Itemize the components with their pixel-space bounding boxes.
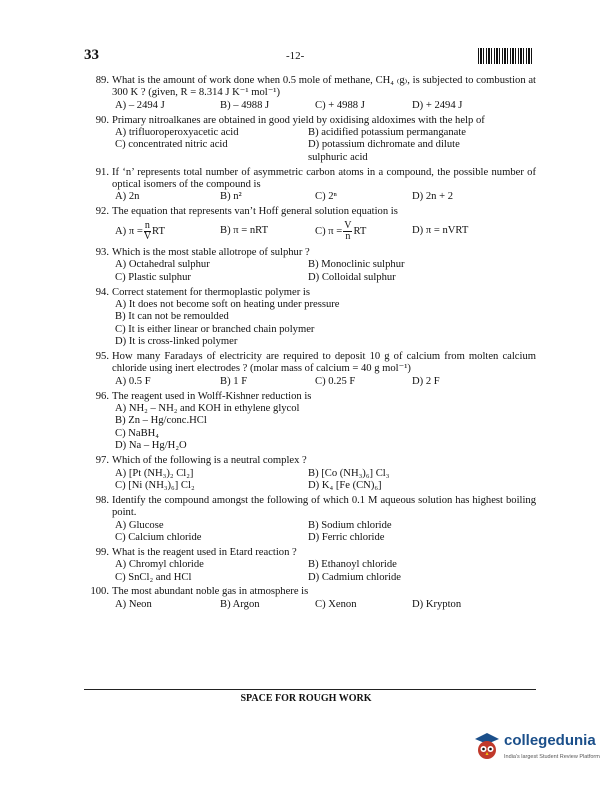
question-97 bbox=[84, 455, 536, 492]
option[interactable]: B) Monoclinic sulphur bbox=[308, 259, 405, 271]
options bbox=[115, 299, 536, 349]
option[interactable]: A) It does not become soft on heating under pressure bbox=[115, 299, 340, 311]
barcode bbox=[478, 48, 534, 64]
option[interactable]: B) [Co (NH₃)₆] Cl₃ bbox=[308, 467, 390, 479]
question-number: 89. bbox=[95, 75, 109, 86]
question-91 bbox=[84, 167, 536, 204]
option[interactable]: D) Ferric chloride bbox=[308, 531, 385, 543]
option-part: C) π = bbox=[315, 226, 343, 238]
option[interactable]: B) – 4988 J bbox=[220, 99, 270, 111]
question-89 bbox=[84, 75, 536, 112]
question-text: Identify the compound amongst the following of which 0.1 M aqueous solution has highest boiling point. bbox=[112, 494, 536, 519]
fraction bbox=[144, 221, 151, 242]
question-text: Which is the most stable allotrope of sulphur ? bbox=[112, 247, 310, 259]
option[interactable]: B) 1 F bbox=[220, 375, 248, 387]
option[interactable]: C) concentrated nitric acid bbox=[115, 139, 228, 151]
option[interactable]: A) 0.5 F bbox=[115, 375, 151, 387]
options bbox=[115, 468, 536, 493]
question-text: How many Faradays of electricity are required to deposit 10 g of calcium from molten calcium chloride using inert electrodes ? (molar mass of calcium = 40 g mol⁻¹) bbox=[112, 351, 536, 375]
question-text: If ‘n’ represents total number of asymmetric carbon atoms in a compound, the possible number of optical isomers of the compound is bbox=[112, 166, 536, 191]
brand-logo[interactable] bbox=[474, 730, 602, 770]
question-98 bbox=[84, 495, 536, 545]
option[interactable]: C) + 4988 J bbox=[315, 99, 365, 111]
options bbox=[115, 100, 536, 112]
page-header bbox=[0, 47, 612, 67]
logo-wordmark: collegedunia bbox=[504, 732, 596, 749]
option[interactable]: C) It is either linear or branched chain polymer bbox=[115, 323, 315, 335]
question-list bbox=[84, 75, 536, 614]
options bbox=[115, 191, 536, 203]
option[interactable]: C) Xenon bbox=[315, 598, 357, 610]
option[interactable]: A) NH₂ – NH₂ and KOH in ethylene glycol bbox=[115, 403, 300, 415]
option[interactable]: B) n² bbox=[220, 191, 242, 203]
option[interactable]: D) Krypton bbox=[412, 598, 462, 610]
question-number: 98. bbox=[95, 494, 109, 506]
option-part: RT bbox=[152, 226, 165, 238]
question-number: 93. bbox=[95, 247, 109, 259]
option[interactable]: B) acidified potassium permanganate bbox=[308, 127, 466, 139]
option[interactable]: D) It is cross-linked polymer bbox=[115, 336, 238, 348]
option[interactable]: A) 2n bbox=[115, 191, 140, 203]
question-text: The equation that represents van’t Hoff general solution equation is bbox=[112, 206, 398, 218]
option[interactable]: A) [Pt (NH₃)₂ Cl₂] bbox=[115, 467, 194, 479]
options bbox=[115, 127, 536, 164]
options bbox=[115, 259, 536, 284]
option[interactable]: C) [Ni (NH₃)₆] Cl₂ bbox=[115, 479, 195, 491]
question-number: 97. bbox=[95, 455, 109, 467]
question-100 bbox=[84, 586, 536, 611]
question-96 bbox=[84, 391, 536, 453]
question-number: 92. bbox=[95, 206, 109, 218]
question-95 bbox=[84, 351, 536, 388]
question-number: 96. bbox=[95, 390, 109, 402]
numerator: n bbox=[144, 220, 150, 232]
options bbox=[115, 599, 536, 611]
question-94 bbox=[84, 287, 536, 349]
graduate-owl-icon bbox=[474, 732, 500, 762]
option[interactable]: C) 2ⁿ bbox=[315, 191, 337, 203]
question-99 bbox=[84, 547, 536, 584]
fraction bbox=[343, 221, 352, 242]
options bbox=[115, 403, 536, 453]
option[interactable]: D) 2n + 2 bbox=[412, 191, 453, 203]
question-93 bbox=[84, 247, 536, 284]
option[interactable]: D) + 2494 J bbox=[412, 99, 463, 111]
option[interactable]: D) Na – Hg/H₂O bbox=[115, 440, 187, 452]
option[interactable]: D) Colloidal sulphur bbox=[308, 271, 396, 283]
option[interactable]: B) Argon bbox=[220, 598, 260, 610]
option[interactable]: B) Sodium chloride bbox=[308, 519, 392, 531]
option[interactable]: A) trifluoroperoxyacetic acid bbox=[115, 127, 239, 139]
question-90 bbox=[84, 115, 536, 165]
options bbox=[115, 376, 536, 388]
denominator: n bbox=[345, 231, 351, 243]
option[interactable]: D) Cadmium chloride bbox=[308, 571, 401, 583]
option-part: A) π = bbox=[115, 226, 143, 238]
question-number: 99. bbox=[95, 546, 109, 558]
question-text: What is the reagent used in Etard reaction ? bbox=[112, 546, 297, 558]
option[interactable]: C) 0.25 F bbox=[315, 375, 356, 387]
divider bbox=[84, 689, 536, 690]
option[interactable]: C) Plastic sulphur bbox=[115, 271, 191, 283]
question-number: 91. bbox=[95, 166, 109, 178]
question-number: 90. bbox=[95, 114, 109, 126]
option[interactable]: D) 2 F bbox=[412, 375, 440, 387]
option[interactable]: B) Ethanoyl chloride bbox=[308, 559, 397, 571]
option[interactable]: D) K₄ [Fe (CN)₆] bbox=[308, 479, 382, 491]
option[interactable]: C) SnCl₂ and HCl bbox=[115, 571, 192, 583]
option[interactable]: D) potassium dichromate and dilute sulphuric acid bbox=[308, 139, 460, 163]
question-number: 94. bbox=[95, 286, 109, 298]
question-number: 100. bbox=[90, 586, 109, 598]
options bbox=[115, 559, 536, 584]
denominator: V bbox=[143, 231, 152, 243]
option[interactable]: D) π = nVRT bbox=[412, 225, 469, 237]
question-text: Which of the following is a neutral complex ? bbox=[112, 455, 307, 467]
question-text: The reagent used in Wolff-Kishner reduction is bbox=[112, 390, 312, 402]
question-text: The most abundant noble gas in atmosphere is bbox=[112, 586, 309, 598]
question-text: Correct statement for thermoplastic polymer is bbox=[112, 286, 310, 298]
question-number: 95. bbox=[95, 351, 109, 363]
option[interactable] bbox=[115, 221, 220, 242]
question-text: What is the amount of work done when 0.5 mole of methane, CH₄ ₍g₎, is subjected to combustion at 300 K ? (given, R = 8.314 J K⁻¹ mol⁻¹) bbox=[112, 75, 536, 99]
page-number: -12- bbox=[286, 50, 305, 62]
option-part: RT bbox=[353, 226, 367, 238]
question-text: Primary nitroalkanes are obtained in good yield by oxidising aldoximes with the help of bbox=[112, 114, 485, 126]
option[interactable]: A) Neon bbox=[115, 598, 152, 610]
option[interactable]: A) Chromyl chloride bbox=[115, 559, 204, 571]
option[interactable]: B) It can not be remoulded bbox=[115, 311, 229, 323]
option[interactable]: B) π = nRT bbox=[220, 225, 269, 237]
option[interactable]: A) – 2494 J bbox=[115, 99, 165, 111]
option[interactable]: C) NaBH₄ bbox=[115, 427, 160, 439]
numerator: V bbox=[344, 220, 352, 232]
option[interactable]: B) Zn – Hg/conc.HCl bbox=[115, 415, 207, 427]
logo-tagline: India's largest Student Review Platform bbox=[504, 754, 600, 760]
option[interactable]: C) Calcium chloride bbox=[115, 531, 202, 543]
option[interactable]: A) Glucose bbox=[115, 519, 164, 531]
options bbox=[115, 219, 536, 245]
option[interactable] bbox=[315, 221, 412, 242]
option[interactable]: A) Octahedral sulphur bbox=[115, 259, 210, 271]
question-92 bbox=[84, 206, 536, 244]
options bbox=[115, 520, 536, 545]
rough-work-label: SPACE FOR ROUGH WORK bbox=[240, 693, 372, 704]
booklet-code: 33 bbox=[84, 47, 99, 63]
